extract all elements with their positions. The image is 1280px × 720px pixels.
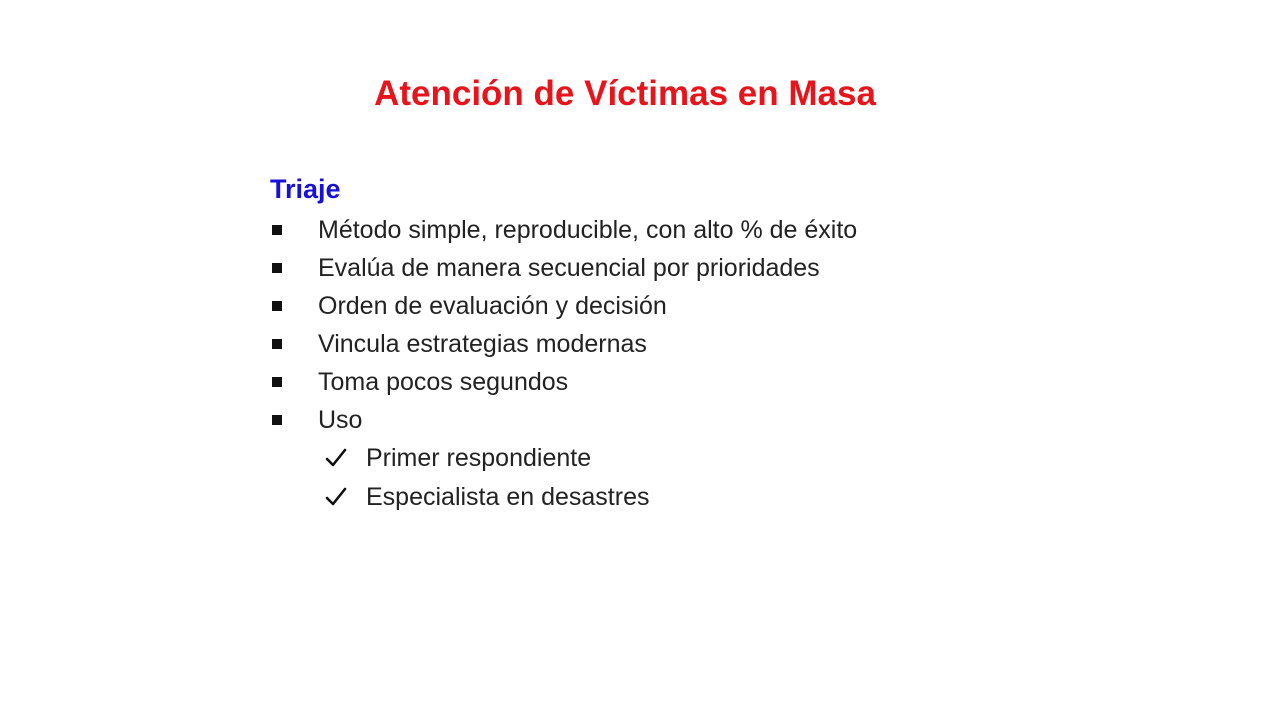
square-bullet-icon bbox=[272, 263, 282, 273]
square-bullet-icon bbox=[272, 377, 282, 387]
sub-bullet-text: Primer respondiente bbox=[366, 444, 592, 472]
bullet-item bbox=[270, 401, 1010, 439]
slide-title: Atención de Víctimas en Masa bbox=[374, 74, 876, 113]
check-icon bbox=[325, 448, 347, 468]
sub-bullet-list bbox=[270, 439, 1010, 517]
square-bullet-icon bbox=[272, 339, 282, 349]
bullet-text: Método simple, reproducible, con alto % de éxito bbox=[318, 216, 858, 244]
bullet-item bbox=[270, 287, 1010, 325]
bullet-item bbox=[270, 211, 1010, 249]
sub-bullet-item bbox=[270, 439, 1010, 478]
square-bullet-icon bbox=[272, 225, 282, 235]
square-bullet-icon bbox=[272, 301, 282, 311]
section-heading: Triaje bbox=[270, 174, 341, 204]
bullet-item bbox=[270, 325, 1010, 363]
check-icon bbox=[325, 487, 347, 507]
slide-content bbox=[270, 170, 1010, 517]
bullet-text: Evalúa de manera secuencial por prioridades bbox=[318, 254, 820, 282]
bullet-text: Toma pocos segundos bbox=[318, 368, 569, 396]
sub-bullet-item bbox=[270, 478, 1010, 517]
bullet-list bbox=[270, 211, 1010, 439]
bullet-item bbox=[270, 249, 1010, 287]
sub-bullet-text: Especialista en desastres bbox=[366, 483, 650, 511]
bullet-text: Vincula estrategias modernas bbox=[318, 330, 647, 358]
bullet-text: Uso bbox=[318, 406, 363, 434]
square-bullet-icon bbox=[272, 415, 282, 425]
bullet-item bbox=[270, 363, 1010, 401]
bullet-text: Orden de evaluación y decisión bbox=[318, 292, 667, 320]
